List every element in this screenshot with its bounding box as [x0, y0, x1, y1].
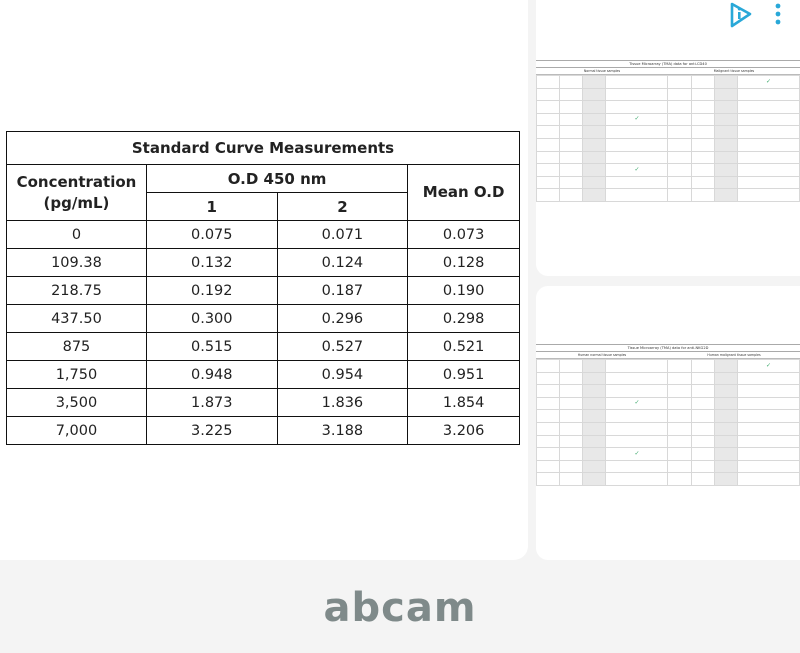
- cell-r1: 0.300: [146, 305, 277, 333]
- cell-mean: 0.128: [408, 249, 520, 277]
- table-title: Standard Curve Measurements: [7, 132, 520, 165]
- table-row: [7, 333, 520, 361]
- cell-r2: 0.296: [277, 305, 408, 333]
- cell-r2: 0.124: [277, 249, 408, 277]
- cell-mean: 3.206: [408, 417, 520, 445]
- cell-r2: 3.188: [277, 417, 408, 445]
- table-row: [7, 221, 520, 249]
- play-icon[interactable]: [726, 0, 756, 30]
- abcam-logo: abcam: [323, 585, 477, 631]
- cell-conc: 0: [7, 221, 147, 249]
- header-od: O.D 450 nm: [146, 165, 407, 193]
- thumbnail-table-2: [536, 344, 800, 486]
- cell-conc: 3,500: [7, 389, 147, 417]
- thumbnail-1-group-right: Malignant tissue samples: [713, 69, 755, 73]
- table-row: [7, 389, 520, 417]
- cell-r1: 0.192: [146, 277, 277, 305]
- cell-r1: 0.075: [146, 221, 277, 249]
- cell-conc: 1,750: [7, 361, 147, 389]
- cell-conc: 7,000: [7, 417, 147, 445]
- cell-conc: 218.75: [7, 277, 147, 305]
- cell-mean: 0.073: [408, 221, 520, 249]
- cell-r1: 0.515: [146, 333, 277, 361]
- table-row: [7, 277, 520, 305]
- cell-r2: 0.071: [277, 221, 408, 249]
- cell-r1: 1.873: [146, 389, 277, 417]
- cell-r1: 3.225: [146, 417, 277, 445]
- cell-r2: 0.527: [277, 333, 408, 361]
- thumbnail-1-group-left: Normal tissue samples: [583, 69, 621, 73]
- cell-conc: 875: [7, 333, 147, 361]
- cell-mean: 0.190: [408, 277, 520, 305]
- cell-mean: 0.298: [408, 305, 520, 333]
- table-row: [7, 361, 520, 389]
- cell-conc: 109.38: [7, 249, 147, 277]
- table-row: [7, 249, 520, 277]
- thumbnail-2-group-right: Human malignant tissue samples: [707, 353, 761, 357]
- thumbnail-2-grid: ✓ ✓ ✓: [536, 359, 800, 486]
- cell-r2: 0.954: [277, 361, 408, 389]
- table-row: [7, 305, 520, 333]
- thumbnail-1-title: Tissue Microarray (TMA) data for anti-CD40: [536, 60, 800, 68]
- cell-r2: 1.836: [277, 389, 408, 417]
- thumbnail-table-1: [536, 60, 800, 202]
- cell-r1: 0.132: [146, 249, 277, 277]
- cell-r2: 0.187: [277, 277, 408, 305]
- table-row: [7, 417, 520, 445]
- header-mean: Mean O.D: [408, 165, 520, 221]
- header-replicate-1: 1: [146, 193, 277, 221]
- cell-mean: 1.854: [408, 389, 520, 417]
- header-replicate-2: 2: [277, 193, 408, 221]
- cell-mean: 0.951: [408, 361, 520, 389]
- cell-mean: 0.521: [408, 333, 520, 361]
- header-concentration: Concentration (pg/mL): [7, 165, 147, 221]
- thumbnail-2-title: Tissue Microarray (TMA) data for anti-NKG2D: [536, 344, 800, 352]
- cell-conc: 437.50: [7, 305, 147, 333]
- kebab-menu-icon[interactable]: [772, 2, 784, 28]
- thumbnail-1-grid: ✓ ✓ ✓: [536, 75, 800, 202]
- cell-r1: 0.948: [146, 361, 277, 389]
- standard-curve-table: [6, 131, 520, 445]
- thumbnail-2-group-left: Human normal tissue samples: [577, 353, 627, 357]
